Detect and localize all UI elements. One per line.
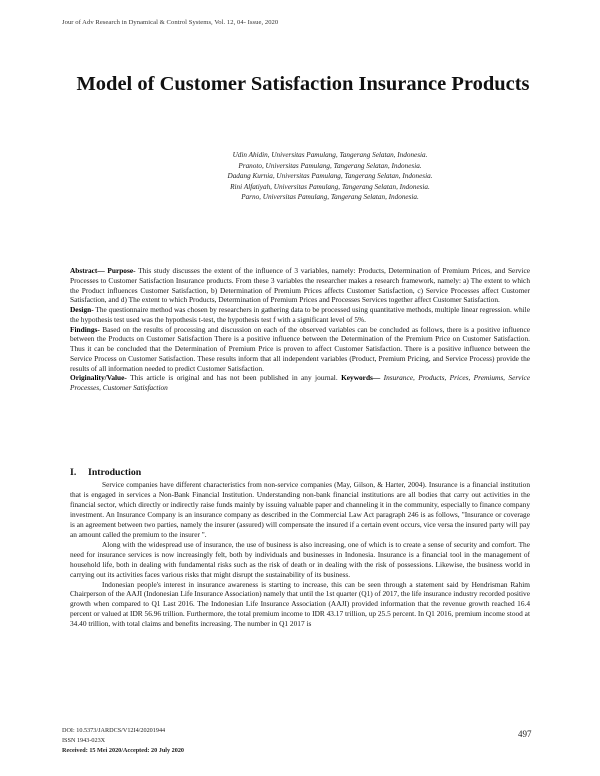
abstract-findings-text: Based on the results of processing and discussion on each of the observed variables can be concluded as follows, there is a positive influence between the Products on Customer Satisfaction There is a positive influence between the Determination of the Premium Price on Customer Satisfaction. Thus it can be concluded that the Determination of Premium Price is proven to affect Customer Satisfaction. There is a positive influence between the Service Process on Customer Satisfaction. These results inform that all independent variables (Product, Premium Pricing, and Service Process) provide the results of all information needed to predict Customer Satisfaction. [70, 324, 530, 373]
abstract [70, 266, 530, 393]
abstract-findings-label: Findings- [70, 324, 100, 334]
abstract-design [70, 305, 530, 325]
footer-issn: ISSN 1943-023X [62, 737, 106, 744]
section-heading [70, 467, 141, 478]
paragraph: Along with the widespread use of insurance, the use of business is also increasing, one of which is to create a sense of security and comfort. The need for insurance services is now increasingly felt, both by individuals and businesses in Indonesia. Insurance is a financial tool in the management of household life, both in dealing with fundamental risks such as the risk of death or in dealing with the risk of possessions. Likewise, the business world in carrying out its activities faces various risks that might disrupt the sustainability of its business. [70, 539, 530, 579]
paragraph: Indonesian people's interest in insurance awareness is starting to increase, this can be seen through a statement said by Hendrisman Rahim Chairperson of the AAJI (Indonesian Life Insurance Association) namely that until the 1st quarter (Q1) of 2017, the life insurance industry recorded positive growth when compared to Q1 Last 2016. The Indonesian Life Insurance Association (AAJI) provided information that the revenue growth reached 16.4 percent or valued at IDR 56.96 trillion. Furthermore, the total premium income to IDR 43.17 trillion, up 25.5 percent. In Q1 2016, premium income stood at 34.40 trillion, with total claims and benefits increasing. The number in Q1 2017 is [70, 579, 530, 629]
page-number: 497 [518, 729, 532, 739]
abstract-design-label: Design- [70, 305, 94, 314]
section-title: Introduction [88, 467, 142, 478]
section-number: I. [70, 467, 77, 478]
abstract-originality-label: Originality/Value- [70, 373, 127, 383]
abstract-purpose-label: Abstract— Purpose- [70, 266, 136, 275]
footer-doi: DOI: 10.5373/JARDCS/V12I4/20201944 [62, 727, 166, 734]
author-line: Udin Ahidin, Universitas Pamulang, Tangerang Selatan, Indonesia. [232, 151, 428, 159]
keywords-text: Insurance, Products, Prices, Premiums, Service Processes, Customer Satisfaction [70, 373, 531, 392]
paragraph: Service companies have different characteristics from non-service companies (May, Gilson, & Harter, 2004). Insurance is a financial institution that is engaged in services a Non-Bank Financial Institution. Understanding non-bank financial institutions are all bodies that carry out activities in the financial sector, which directly or indirectly raise funds mainly by issuing valuable paper and channeling it in the community, especially to finance company investment. An Insurance Company is an insurance company as described in the Commercial Law Act paragraph 246 is as follows, "Insurance or coverage is an agreement between two parties, namely the insurer (assured) will compensate the insured if a certain event occurs, vice versa the insured party will pay an amount called the premium to the insurer ". [70, 480, 530, 539]
abstract-design-text: The questionnaire method was chosen by researchers in gathering data to be processed using quantitative methods, multiple linear regression. while the hypothesis test used was the hypothesis t-test, the hypothesis test f with a significant level of 5%. [70, 305, 530, 324]
journal-header: Jour of Adv Research in Dynamical & Control Systems, Vol. 12, 04- Issue, 2020 [62, 19, 279, 26]
author-line: Dadang Kurnia, Universitas Pamulang, Tangerang Selatan, Indonesia. [227, 172, 433, 180]
paper-title: Model of Customer Satisfaction Insurance Products [76, 73, 530, 95]
abstract-originality-text: This article is original and has not been published in any journal. [126, 373, 342, 383]
author-list [140, 150, 520, 203]
author-line: Rini Alfatiyah, Universitas Pamulang, Tangerang Selatan, Indonesia. [230, 182, 430, 191]
abstract-purpose [70, 266, 530, 305]
author-line: Pranoto, Universitas Pamulang, Tangerang Selatan, Indonesia. [238, 161, 422, 170]
author-line: Parno, Universitas Pamulang, Tangerang Selatan, Indonesia. [241, 193, 419, 201]
abstract-findings [70, 325, 530, 374]
keywords-label: Keywords— [341, 373, 381, 383]
abstract-originality [70, 373, 530, 393]
abstract-purpose-text: This study discusses the extent of the influence of 3 variables, namely: Products, Determination of Premium Prices, and Service Processes to Customer Satisfaction Insurance products. From these 3 variables the researcher makes a research framework, namely: a) The extent to which the Product influences Customer Satisfaction, b) Determination of Premium Prices affects Customer Satisfaction, c) Service Processes affect Customer Satisfaction, and d) The extent to which Products, Determination of Premium Prices and Processes Services together affect Customer Satisfaction. [70, 266, 530, 305]
introduction-body [70, 480, 530, 629]
footer-received: Received: 15 Mei 2020/Accepted: 20 July 2020 [62, 747, 185, 754]
